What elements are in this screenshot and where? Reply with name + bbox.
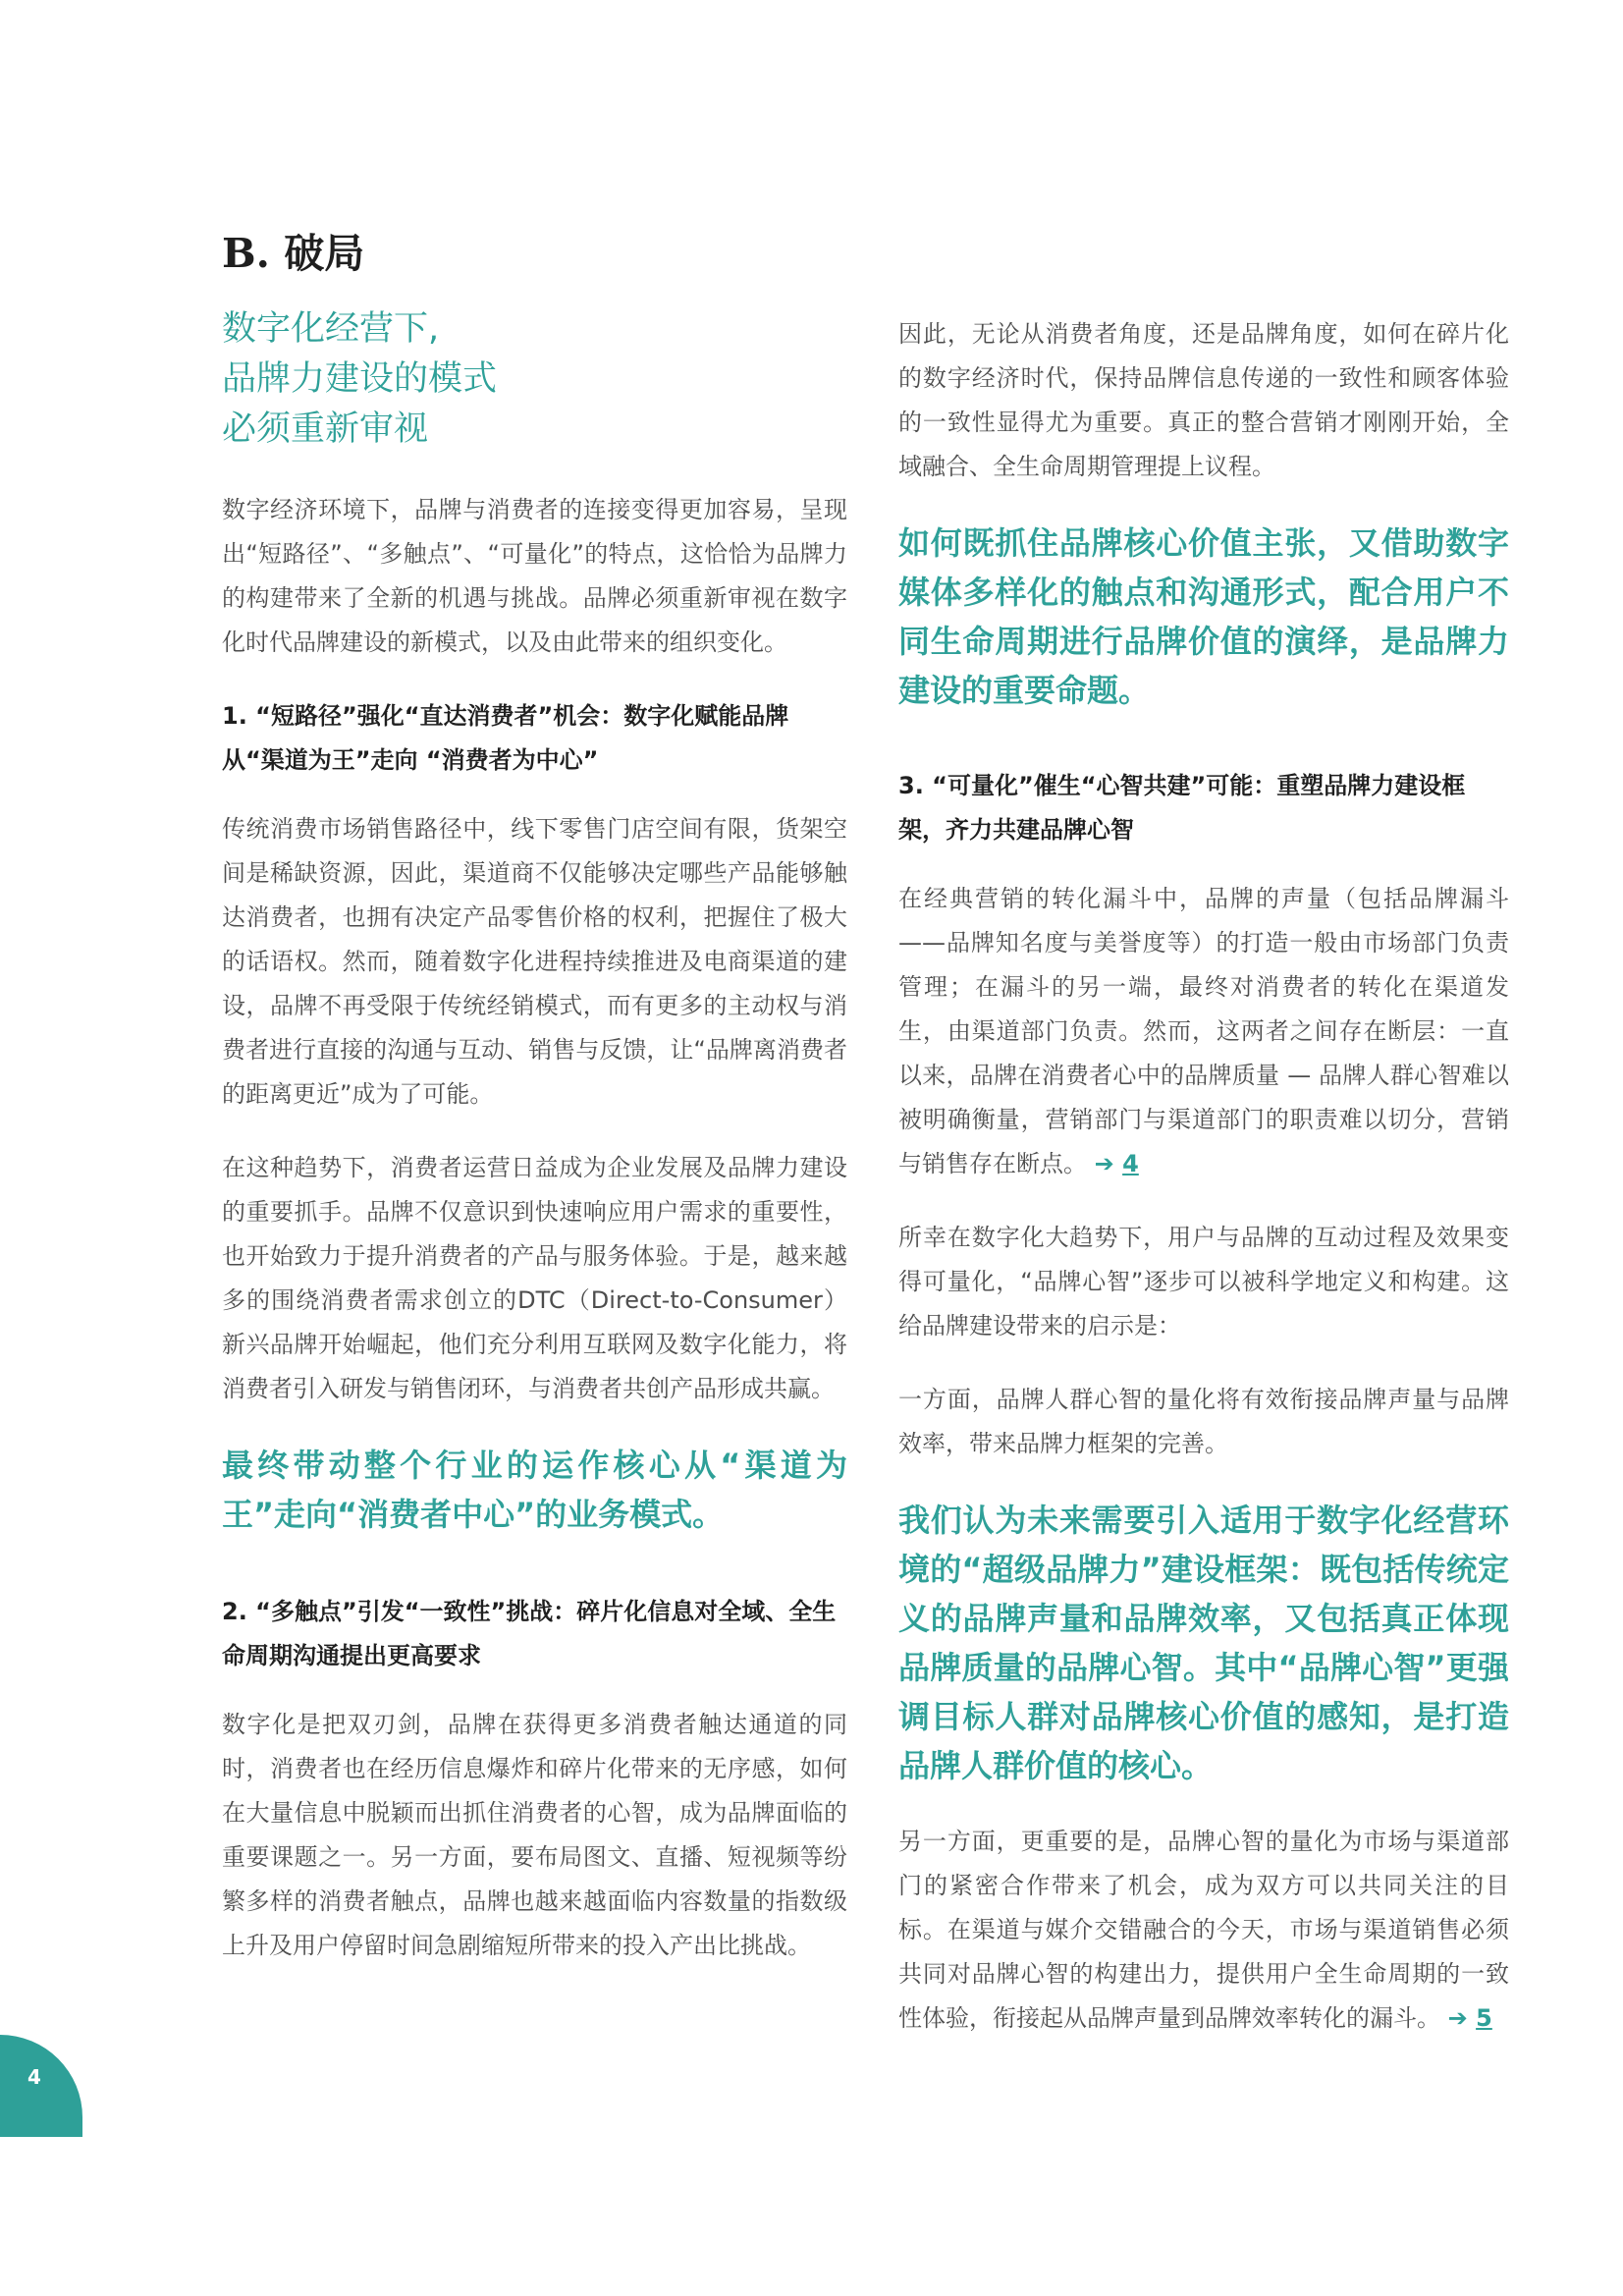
point-3-paragraph-1: [898, 877, 1509, 1186]
point-3-paragraph-3: 一方面，品牌人群心智的量化将有效衔接品牌声量与品牌效率，带来品牌力框架的完善。: [898, 1386, 1509, 1457]
point-3-paragraph-2: 所幸在数字化大趋势下，用户与品牌的互动过程及效果变得可量化，“品牌心智”逐步可以被科学地定义和构建。这给品牌建设带来的启示是：: [898, 1224, 1509, 1339]
point-2-paragraph-1: 数字化是把双刃剑，品牌在获得更多消费者触达通道的同时，消费者也在经历信息爆炸和碎片化带来的无序感，如何在大量信息中脱颖而出抓住消费者的心智，成为品牌面临的重要课题之一。另一方面，要布局图文、直播、短视频等纷繁多样的消费者触点，品牌也越来越面临内容数量的指数级上升及用户停留时间急剧缩短所带来的投入产出比挑战。: [222, 1711, 847, 1959]
point-2-heading: 2. “多触点”引发“一致性”挑战：碎片化信息对全域、全生命周期沟通提出更高要求: [222, 1598, 837, 1669]
section-subtitle: [222, 304, 847, 455]
point-3-paragraph-4-text: 另一方面，更重要的是，品牌心智的量化为市场与渠道部门的紧密合作带来了机会，成为双方可以共同关注的目标。在渠道与媒介交错融合的今天，市场与渠道销售必须共同对品牌心智的构建出力，提供用户全生命周期的一致性体验，衔接起从品牌声量到品牌效率转化的漏斗。: [898, 1828, 1509, 2032]
callout-2: 如何既抓住品牌核心价值主张，又借助数字媒体多样化的触点和沟通形式，配合用户不同生命周期进行品牌价值的演绎，是品牌力建设的重要命题。: [898, 524, 1509, 709]
subtitle-line: 数字化经营下,: [222, 309, 440, 349]
intro-paragraph: 数字经济环境下，品牌与消费者的连接变得更加容易，呈现出“短路径”、“多触点”、“可量化”的特点，这恰恰为品牌力的构建带来了全新的机遇与挑战。品牌必须重新审视在数字化时代品牌建设的新模式，以及由此带来的组织变化。: [222, 496, 847, 656]
reference-number: 4: [1122, 1150, 1139, 1177]
point-3-heading: 3. “可量化”催生“心智共建”可能：重塑品牌力建设框架，齐力共建品牌心智: [898, 772, 1466, 844]
point-1-paragraph-1: 传统消费市场销售路径中，线下零售门店空间有限，货架空间是稀缺资源，因此，渠道商不仅能够决定哪些产品能够触达消费者，也拥有决定产品零售价格的权利，把握住了极大的话语权。然而，随着数字化进程持续推进及电商渠道的建设，品牌不再受限于传统经销模式，而有更多的主动权与消费者进行直接的沟通与互动、销售与反馈，让“品牌离消费者的距离更近”成为了可能。: [222, 815, 847, 1108]
page-number: 4: [27, 2065, 41, 2089]
point-2-paragraph-2: 因此，无论从消费者角度，还是品牌角度，如何在碎片化的数字经济时代，保持品牌信息传递的一致性和顾客体验的一致性显得尤为重要。真正的整合营销才刚刚开始，全域融合、全生命周期管理提上议程。: [898, 320, 1509, 480]
right-column: [898, 312, 1509, 2070]
reference-link-5[interactable]: [1448, 2004, 1492, 2032]
callout-3: 我们认为未来需要引入适用于数字化经营环境的“超级品牌力”建设框架：既包括传统定义的品牌声量和品牌效率，又包括真正体现品牌质量的品牌心智。其中“品牌心智”更强调目标人群对品牌核心价值的感知，是打造品牌人群价值的核心。: [898, 1502, 1509, 1784]
left-column: [222, 304, 847, 1997]
point-1-paragraph-2: 在这种趋势下，消费者运营日益成为企业发展及品牌力建设的重要抓手。品牌不仅意识到快速响应用户需求的重要性，也开始致力于提升消费者的产品与服务体验。于是，越来越多的围绕消费者需求创立的DTC（Direct-to-Consumer）新兴品牌开始崛起，他们充分利用互联网及数字化能力，将消费者引入研发与销售闭环，与消费者共创产品形成共赢。: [222, 1154, 847, 1402]
section-title: B. 破局: [222, 230, 365, 277]
arrow-right-icon: ➔: [1447, 2004, 1468, 2032]
subtitle-line: 品牌力建设的模式: [222, 359, 498, 399]
subtitle-line: 必须重新审视: [222, 410, 429, 449]
point-3-paragraph-4: [898, 1820, 1509, 2041]
point-3-paragraph-1-text: 在经典营销的转化漏斗中，品牌的声量（包括品牌漏斗——品牌知名度与美誉度等）的打造一般由市场部门负责管理；在漏斗的另一端，最终对消费者的转化在渠道发生，由渠道部门负责。然而，这两者之间存在断层：一直以来，品牌在消费者心中的品牌质量 — 品牌人群心智难以被明确衡量，营销部门与渠道部门的职责难以切分，营销与销售存在断点。: [898, 885, 1509, 1177]
callout-1: 最终带动整个行业的运作核心从“渠道为王”走向“消费者中心”的业务模式。: [222, 1447, 847, 1533]
arrow-right-icon: ➔: [1094, 1150, 1114, 1177]
reference-number: 5: [1476, 2004, 1492, 2032]
page-number-tab: [0, 2035, 82, 2137]
point-1-heading: 1. “短路径”强化“直达消费者”机会：数字化赋能品牌从“渠道为王”走向 “消费者为中心”: [222, 702, 789, 774]
reference-link-4[interactable]: [1095, 1150, 1139, 1177]
